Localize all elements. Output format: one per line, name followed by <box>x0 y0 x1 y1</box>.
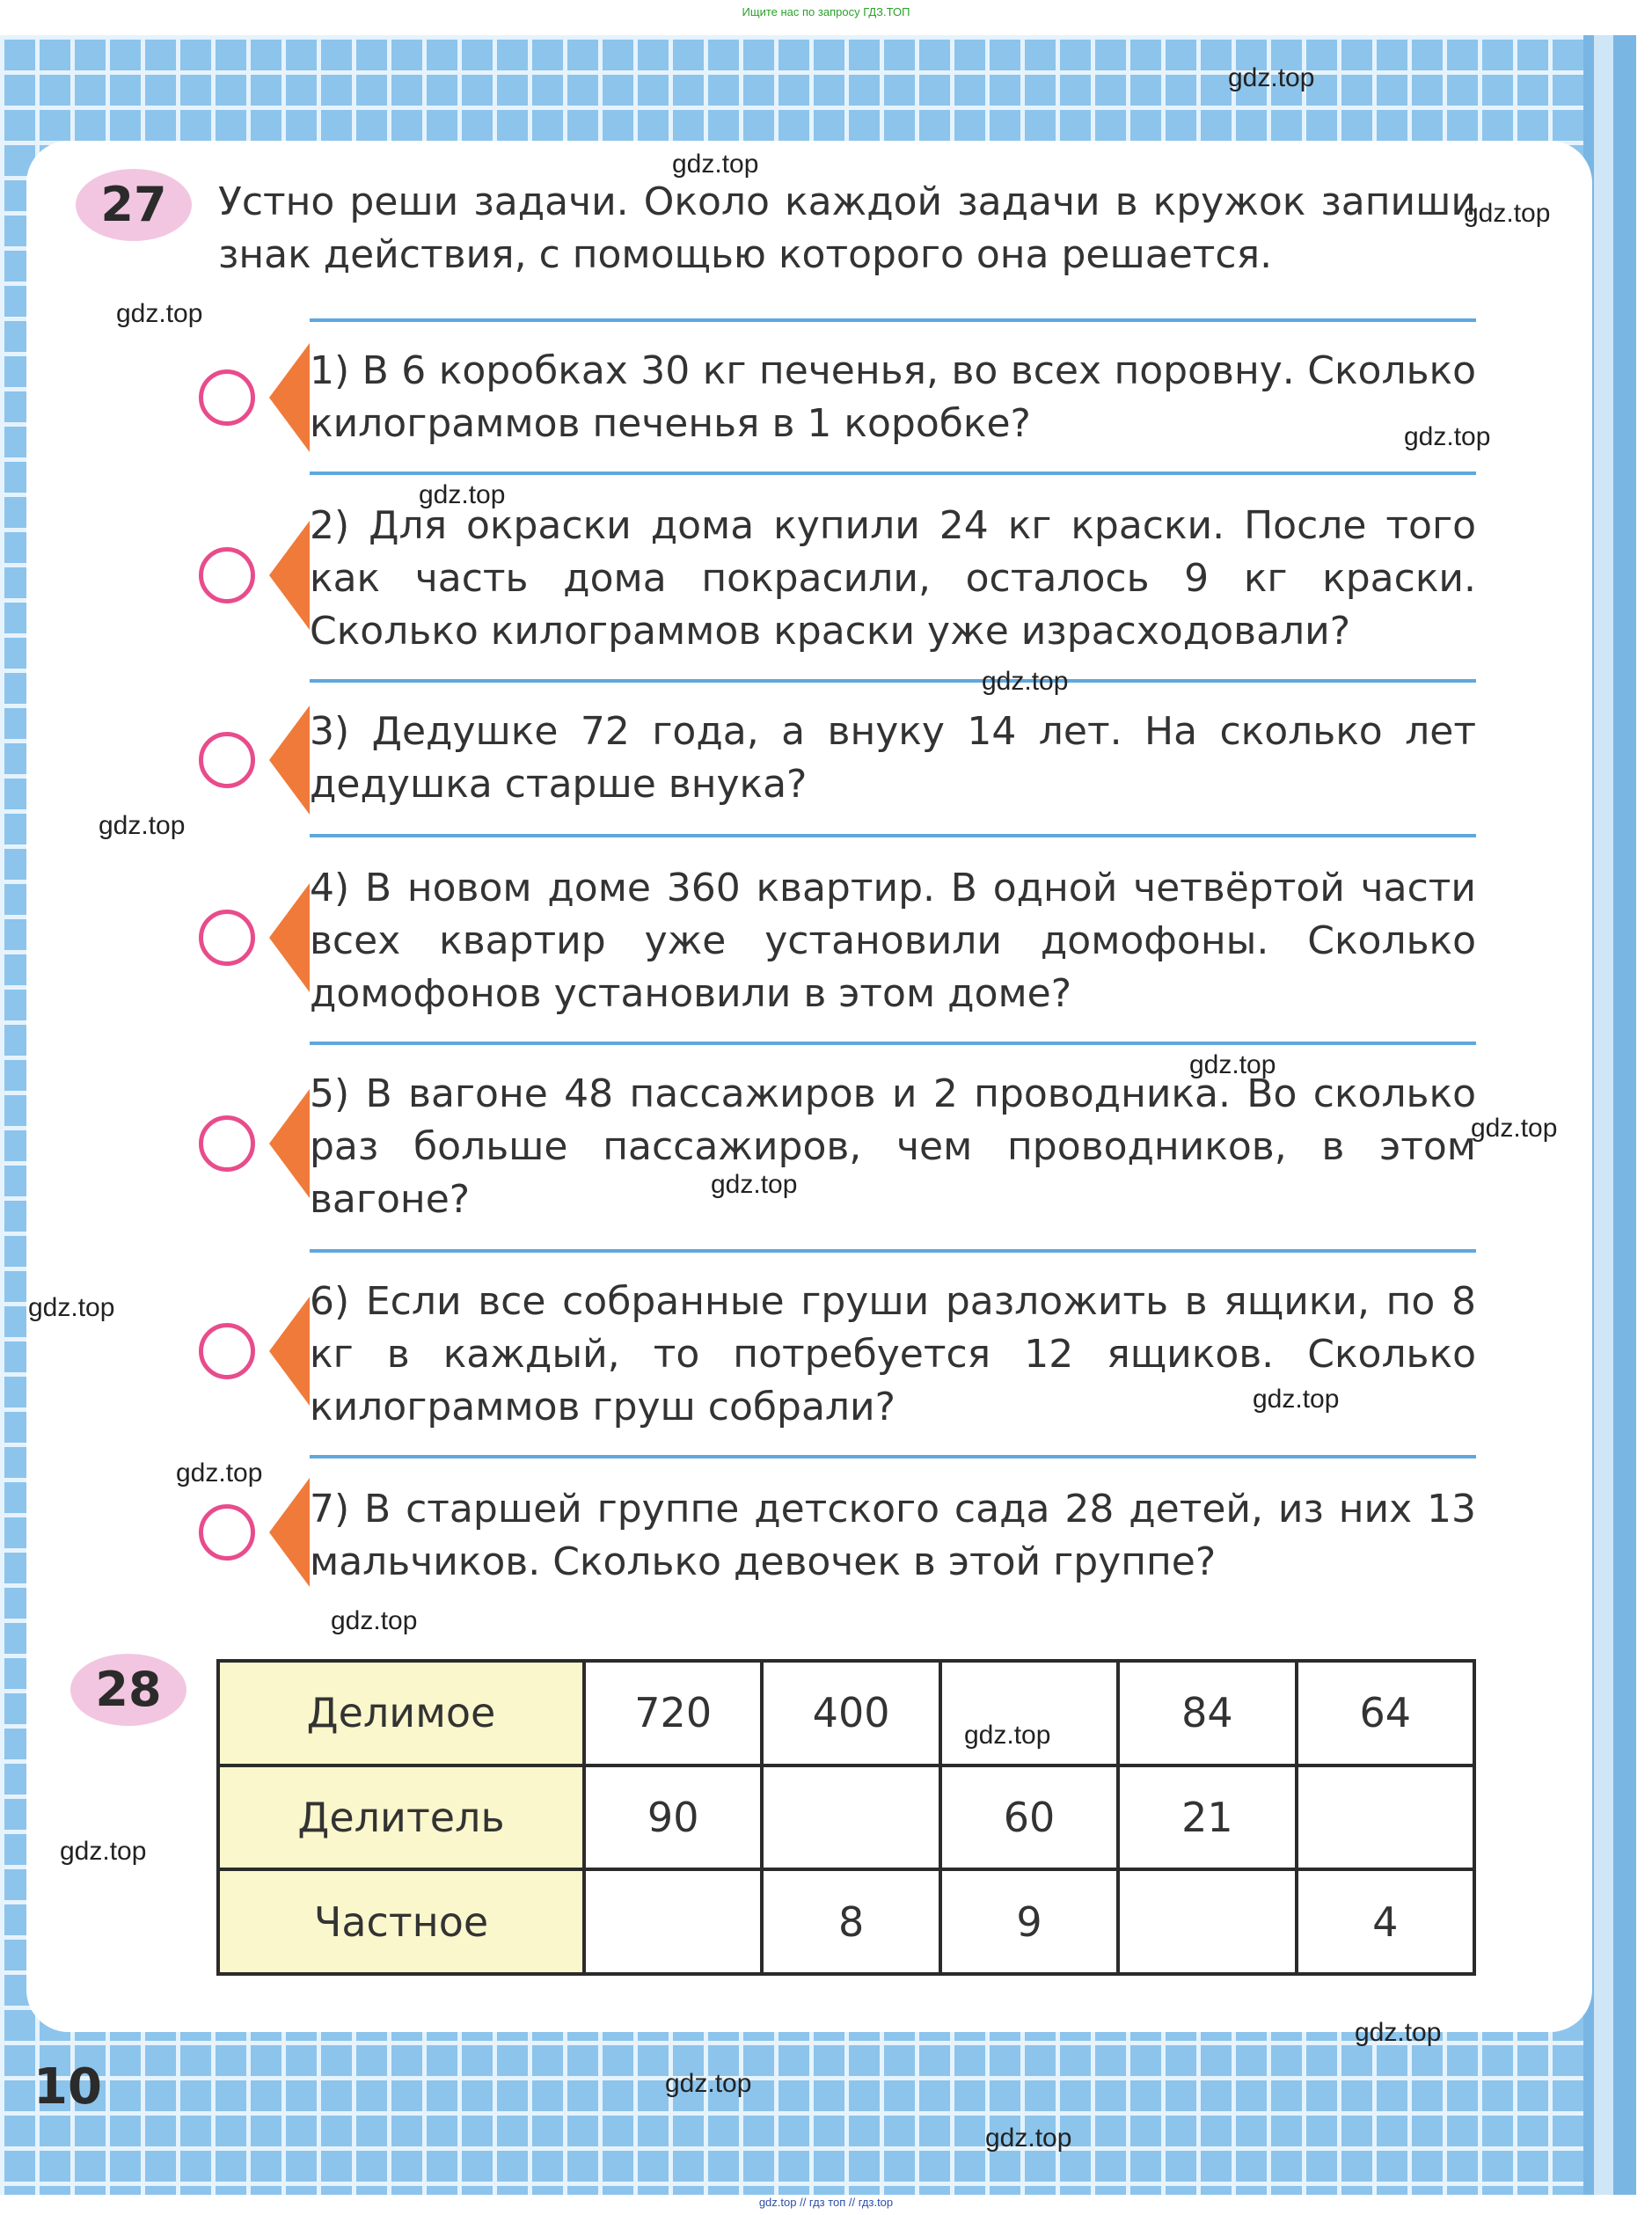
table-row-quotient <box>218 1869 1474 1974</box>
row-label-quotient: Частное <box>218 1869 584 1974</box>
table-cell[interactable]: 8 <box>762 1869 939 1974</box>
table-row-divisor <box>218 1765 1474 1870</box>
task-3-answer-circle[interactable] <box>199 732 255 788</box>
task-1-text: 1) В 6 коробках 30 кг печенья, во всех поровну. Сколько килограммов печенья в 1 коробке? <box>310 348 1476 446</box>
task-6-pointer <box>269 1297 310 1406</box>
separator-line <box>310 472 1476 475</box>
watermark-text: gdz.top <box>116 299 203 328</box>
table-cell[interactable] <box>584 1869 762 1974</box>
table-cell[interactable]: 60 <box>940 1765 1118 1870</box>
watermark-text: gdz.top <box>28 1293 115 1322</box>
watermark-text: gdz.top <box>1471 1114 1558 1143</box>
task-6-text: 6) Если все собранные груши разложить в ящики, по 8 кг в каждый, то потребуется 12 ящиков. Сколько килограммов груш собрали? <box>310 1279 1476 1429</box>
task-7-pointer <box>269 1478 310 1587</box>
task-4-pointer <box>269 883 310 992</box>
row-label-dividend: Делимое <box>218 1661 584 1765</box>
watermark-text: gdz.top <box>985 2124 1072 2153</box>
task-2-pointer <box>269 521 310 630</box>
top-search-note: Ищите нас по запросу ГДЗ.ТОП <box>742 5 910 18</box>
table-cell[interactable]: 400 <box>762 1661 939 1765</box>
table-cell[interactable]: 64 <box>1297 1661 1474 1765</box>
watermark-text: gdz.top <box>1404 422 1491 451</box>
bottom-source-note: gdz.top // гдз топ // гдз.top <box>758 2196 894 2209</box>
watermark-text: gdz.top <box>1189 1050 1276 1079</box>
task-5-answer-circle[interactable] <box>199 1115 255 1172</box>
table-cell[interactable]: 4 <box>1297 1869 1474 1974</box>
watermark-text: gdz.top <box>331 1606 418 1635</box>
page-edge-highlight <box>1594 35 1613 2195</box>
table-row-dividend <box>218 1661 1474 1765</box>
watermark-text: gdz.top <box>1228 63 1315 92</box>
task-5-pointer <box>269 1089 310 1198</box>
page-number: 10 <box>33 2058 102 2116</box>
watermark-text: gdz.top <box>711 1170 798 1199</box>
table-cell[interactable]: 21 <box>1118 1765 1296 1870</box>
table-cell[interactable]: 84 <box>1118 1661 1296 1765</box>
table-cell[interactable] <box>1118 1869 1296 1974</box>
watermark-text: gdz.top <box>419 480 506 509</box>
watermark-text: gdz.top <box>964 1721 1051 1750</box>
task-4-text: 4) В новом доме 360 квартир. В одной четвёртой части всех квартир уже установили домофоны. Сколько домофонов установили в этом доме? <box>310 866 1476 1016</box>
exercise-27-intro: Устно реши задачи. Около каждой задачи в кружок запиши знак действия, с помощью которого она решается. <box>218 179 1476 277</box>
task-7-text: 7) В старшей группе детского сада 28 детей, из них 13 мальчиков. Сколько девочек в этой группе? <box>310 1487 1476 1584</box>
table-cell[interactable] <box>1297 1765 1474 1870</box>
separator-line <box>310 679 1476 683</box>
exercise-28-badge: 28 <box>70 1654 186 1726</box>
separator-line <box>310 1042 1476 1045</box>
task-5-text: 5) В вагоне 48 пассажиров и 2 проводника. Во сколько раз больше пассажиров, чем проводников, в этом вагоне? <box>310 1071 1476 1222</box>
exercise-27-badge: 27 <box>76 169 192 241</box>
task-3-text: 3) Дедушке 72 года, а внуку 14 лет. На сколько лет дедушка старше внука? <box>310 709 1476 807</box>
table-cell[interactable]: 90 <box>584 1765 762 1870</box>
task-1-pointer <box>269 343 310 452</box>
watermark-text: gdz.top <box>665 2069 752 2098</box>
task-7-answer-circle[interactable] <box>199 1504 255 1561</box>
division-table <box>216 1659 1476 1976</box>
watermark-text: gdz.top <box>60 1837 147 1866</box>
table-cell[interactable]: 9 <box>940 1869 1118 1974</box>
separator-line <box>310 834 1476 837</box>
watermark-text: gdz.top <box>982 667 1069 696</box>
watermark-text: gdz.top <box>1355 2018 1442 2047</box>
task-2-answer-circle[interactable] <box>199 547 255 603</box>
separator-line <box>310 1455 1476 1458</box>
table-cell[interactable]: 720 <box>584 1661 762 1765</box>
watermark-text: gdz.top <box>99 811 186 840</box>
watermark-text: gdz.top <box>1464 199 1551 228</box>
task-1-answer-circle[interactable] <box>199 369 255 426</box>
watermark-text: gdz.top <box>176 1458 263 1488</box>
task-3-pointer <box>269 705 310 815</box>
task-2-text: 2) Для окраски дома купили 24 кг краски. После того как часть дома покрасили, осталось 9 кг краски. Сколько килограммов краски уже израсходовали? <box>310 503 1476 654</box>
separator-line <box>310 1249 1476 1253</box>
table-cell[interactable] <box>762 1765 939 1870</box>
watermark-text: gdz.top <box>1253 1385 1340 1414</box>
task-4-answer-circle[interactable] <box>199 910 255 966</box>
separator-line <box>310 318 1476 322</box>
row-label-divisor: Делитель <box>218 1765 584 1870</box>
task-6-answer-circle[interactable] <box>199 1323 255 1379</box>
watermark-text: gdz.top <box>672 150 759 179</box>
